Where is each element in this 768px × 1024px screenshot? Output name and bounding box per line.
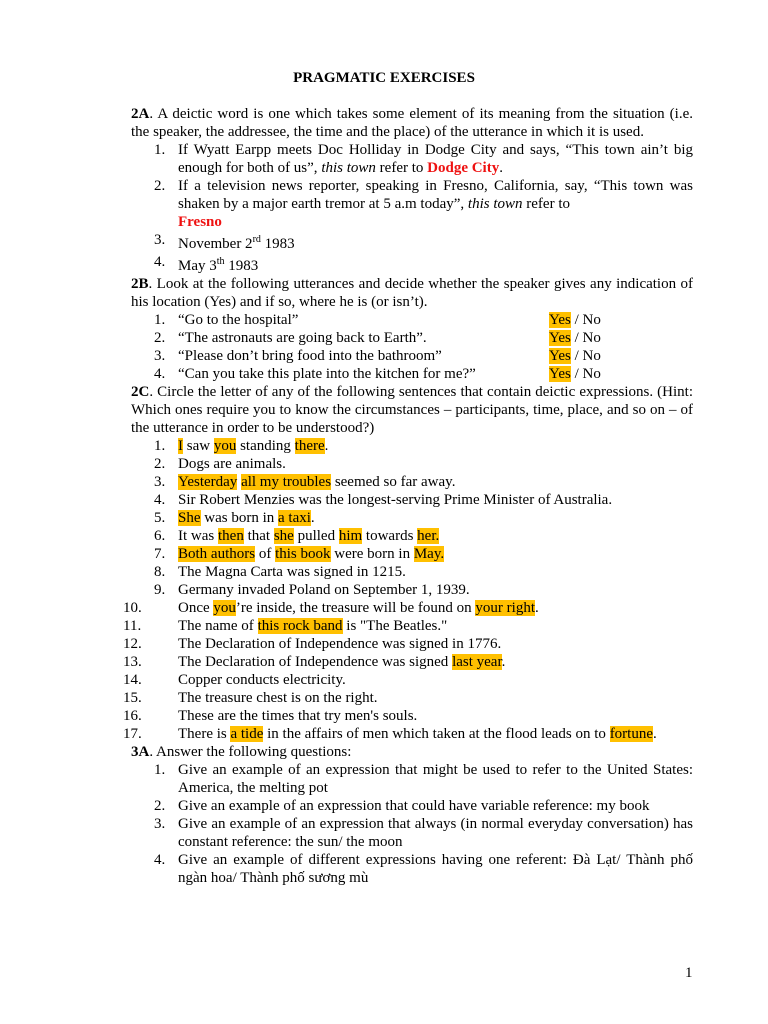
no-text: / No [570, 348, 601, 364]
item-number: 8. [154, 564, 166, 580]
item-emphasis: this town [321, 160, 376, 176]
list-item [123, 599, 693, 617]
list-item [123, 707, 693, 725]
item-number: 3. [154, 348, 166, 364]
deictic-highlight: you [213, 600, 236, 616]
ordinal-suffix: th [216, 256, 225, 267]
item-text: 1983 [224, 258, 259, 274]
item-number: 14. [123, 672, 142, 688]
yes-highlight: Yes [549, 366, 571, 382]
item-text [178, 653, 693, 671]
page-title: PRAGMATIC EXERCISES [293, 70, 475, 86]
list-item [123, 689, 693, 707]
plain-text: There is [178, 726, 231, 742]
plain-text: seemed so far away. [331, 474, 456, 490]
deictic-highlight: May. [413, 546, 445, 562]
list-item [131, 253, 693, 275]
plain-text: Sir Robert Menzies was the longest-serving Prime Minister of Australia. [178, 492, 613, 508]
list-item [131, 347, 693, 365]
item-text [178, 473, 693, 491]
plain-text: of [255, 546, 276, 562]
deictic-highlight: fortune [609, 726, 654, 742]
list-item [131, 797, 693, 815]
plain-text: were born in [330, 546, 414, 562]
item-text [178, 455, 693, 473]
item-text: If a television news reporter, speaking in Fresno, California, say, “This town was shaken by a major earth tremor at 5 a.m today”, [178, 178, 693, 212]
plain-text: These are the times that try men's souls. [178, 708, 418, 724]
item-emphasis: this town [467, 196, 523, 212]
yes-no-answer [549, 311, 601, 329]
item-number: 5. [154, 510, 166, 526]
item-number: 2. [154, 330, 166, 346]
item-number: 1. [154, 762, 166, 778]
answer-red: Fresno [178, 214, 222, 230]
plain-text: The treasure chest is on the right. [178, 690, 378, 706]
item-number: 17. [123, 726, 142, 742]
deictic-highlight: you [213, 438, 237, 454]
plain-text: Dogs are animals. [178, 456, 286, 472]
item-text: “The astronauts are going back to Earth”. [178, 330, 427, 346]
plain-text: Copper conducts electricity. [178, 672, 346, 688]
list-item [123, 653, 693, 671]
plain-text: The Declaration of Independence was signed in 1776. [178, 636, 502, 652]
deictic-highlight: then [218, 528, 244, 544]
item-text: If Wyatt Earpp meets Doc Holliday in Dodge City and says, “This town ain’t big enough for both of us”, [178, 142, 693, 176]
item-number: 6. [154, 528, 166, 544]
item-text [178, 725, 693, 743]
item-number: 10. [123, 600, 142, 616]
list-item [131, 761, 693, 797]
deictic-highlight: her. [417, 528, 440, 544]
item-number: 1. [154, 312, 166, 328]
yes-no-answer [549, 329, 601, 347]
intro-text: . Answer the following questions: [149, 744, 352, 760]
item-text: “Can you take this plate into the kitchen for me?” [178, 366, 476, 382]
item-text [178, 527, 693, 545]
yes-highlight: Yes [549, 330, 571, 346]
deictic-highlight: Both authors [178, 546, 256, 562]
section-2c-intro [131, 383, 693, 437]
item-text [178, 509, 693, 527]
section-label: 2B [131, 276, 149, 292]
deictic-highlight: him [338, 528, 363, 544]
intro-text: . Circle the letter of any of the following sentences that contain deictic expressions. (Hint: Which ones require you to know the circumstances – participants, time, place, and so on – of the utterance in order to be understood?) [131, 384, 693, 436]
item-number: 2. [154, 798, 166, 814]
deictic-highlight: Yesterday [178, 474, 238, 490]
section-label: 2A [131, 106, 150, 122]
item-text: Give an example of an expression that could have variable reference: my book [178, 798, 650, 814]
plain-text: . [324, 438, 329, 454]
list-item [131, 563, 693, 581]
item-text: “Go to the hospital” [178, 312, 299, 328]
plain-text: in the affairs of men which taken at the flood leads on to [263, 726, 610, 742]
intro-text: . A deictic word is one which takes some element of its meaning from the situation (i.e. the speaker, the addressee, the time and the place) of the utterance in which it is used. [131, 106, 693, 140]
item-number: 11. [123, 618, 142, 634]
item-number: 2. [154, 178, 166, 194]
no-text: / No [570, 366, 601, 382]
item-text [178, 635, 693, 653]
item-number: 12. [123, 636, 142, 652]
item-number: 15. [123, 690, 142, 706]
item-number: 4. [154, 366, 166, 382]
plain-text: Once [178, 600, 214, 616]
plain-text: . [310, 510, 315, 526]
list-item [131, 491, 693, 509]
plain-text: The Declaration of Independence was signed [178, 654, 453, 670]
plain-text: was born in [200, 510, 278, 526]
list-item [131, 527, 693, 545]
item-number: 3. [154, 474, 166, 490]
deictic-highlight: there [294, 438, 325, 454]
yes-no-answer [549, 347, 601, 365]
plain-text: ’re inside, the treasure will be found on [235, 600, 476, 616]
item-number: 1. [154, 142, 166, 158]
plain-text: that [243, 528, 274, 544]
section-2b-list [131, 311, 693, 383]
plain-text: towards [362, 528, 418, 544]
item-text: 1983 [260, 236, 295, 252]
deictic-highlight: this rock band [257, 618, 343, 634]
item-number: 7. [154, 546, 166, 562]
section-2c-list [123, 437, 693, 743]
section-2a [123, 105, 693, 887]
item-number: 3. [154, 816, 166, 832]
list-item [131, 545, 693, 563]
item-text: Give an example of an expression that always (in normal everyday conversation) has constant reference: the sun/ the moon [178, 816, 693, 850]
plain-text: is "The Beatles." [342, 618, 448, 634]
item-number: 13. [123, 654, 142, 670]
item-text [178, 707, 693, 725]
item-text: refer to [522, 196, 570, 212]
section-3a-intro [131, 743, 693, 761]
list-item [123, 671, 693, 689]
list-item [131, 311, 693, 329]
list-item [131, 455, 693, 473]
deictic-highlight: all my troubles [241, 474, 332, 490]
plain-text: The name of [178, 618, 258, 634]
no-text: / No [570, 330, 601, 346]
item-number: 2. [154, 456, 166, 472]
plain-text: . [501, 654, 506, 670]
item-text [178, 689, 693, 707]
list-item [131, 473, 693, 491]
list-item [131, 177, 693, 231]
section-2a-intro [131, 105, 693, 141]
deictic-highlight: She [178, 510, 201, 526]
item-number: 1. [154, 438, 166, 454]
deictic-highlight: a tide [230, 726, 264, 742]
section-label: 3A [131, 744, 150, 760]
section-3a-list [131, 761, 693, 887]
item-text: “Please don’t bring food into the bathroom” [178, 348, 442, 364]
list-item [131, 329, 693, 347]
intro-text: . Look at the following utterances and decide whether the speaker gives any indication of his location (Yes) and if so, where he is (or isn’t). [131, 276, 693, 310]
yes-no-answer [549, 365, 601, 383]
ordinal-suffix: rd [252, 234, 261, 245]
section-label: 2C [131, 384, 150, 400]
plain-text: . [535, 600, 539, 616]
list-item [131, 815, 693, 851]
list-item [123, 617, 693, 635]
item-text [178, 545, 693, 563]
item-text [178, 599, 693, 617]
item-number: 16. [123, 708, 142, 724]
item-text [178, 617, 693, 635]
list-item [123, 725, 693, 743]
plain-text: It was [178, 528, 218, 544]
deictic-highlight: she [273, 528, 294, 544]
list-item [131, 437, 693, 455]
item-text: . [499, 160, 503, 176]
item-text [178, 563, 693, 581]
deictic-highlight: a taxi [278, 510, 311, 526]
item-text [178, 491, 693, 509]
section-2b-intro [131, 275, 693, 311]
item-number: 4. [154, 852, 166, 868]
plain-text: pulled [293, 528, 339, 544]
list-item [131, 509, 693, 527]
item-text: Give an example of different expressions having one referent: Đà Lạt/ Thành phố ngàn hoa/ Thành phố sương mù [178, 852, 693, 886]
item-text: May 3 [178, 258, 217, 274]
list-item [131, 231, 693, 253]
plain-text: Germany invaded Poland on September 1, 1939. [178, 582, 470, 598]
plain-text: The Magna Carta was signed in 1215. [178, 564, 406, 580]
deictic-highlight: I [178, 438, 183, 454]
item-number: 4. [154, 492, 166, 508]
item-number: 3. [154, 232, 166, 248]
item-number: 9. [154, 582, 166, 598]
item-text [178, 671, 693, 689]
yes-highlight: Yes [549, 348, 571, 364]
section-2a-list [131, 141, 693, 275]
list-item [131, 365, 693, 383]
plain-text: standing [236, 438, 295, 454]
list-item [123, 635, 693, 653]
list-item [131, 141, 693, 177]
yes-highlight: Yes [549, 312, 571, 328]
item-text [178, 581, 693, 599]
deictic-highlight: last year [452, 654, 502, 670]
no-text: / No [570, 312, 601, 328]
page-number: 1 [685, 965, 693, 981]
deictic-highlight: this book [275, 546, 331, 562]
answer-red: Dodge City [427, 160, 500, 176]
plain-text: . [653, 726, 657, 742]
list-item [131, 581, 693, 599]
item-text: Give an example of an expression that might be used to refer to the United States: America, the melting pot [178, 762, 693, 796]
item-text: November 2 [178, 236, 253, 252]
list-item [131, 851, 693, 887]
item-text [178, 437, 693, 455]
deictic-highlight: your right [475, 600, 535, 616]
plain-text: saw [183, 438, 214, 454]
item-number: 4. [154, 254, 166, 270]
item-text: refer to [375, 160, 428, 176]
